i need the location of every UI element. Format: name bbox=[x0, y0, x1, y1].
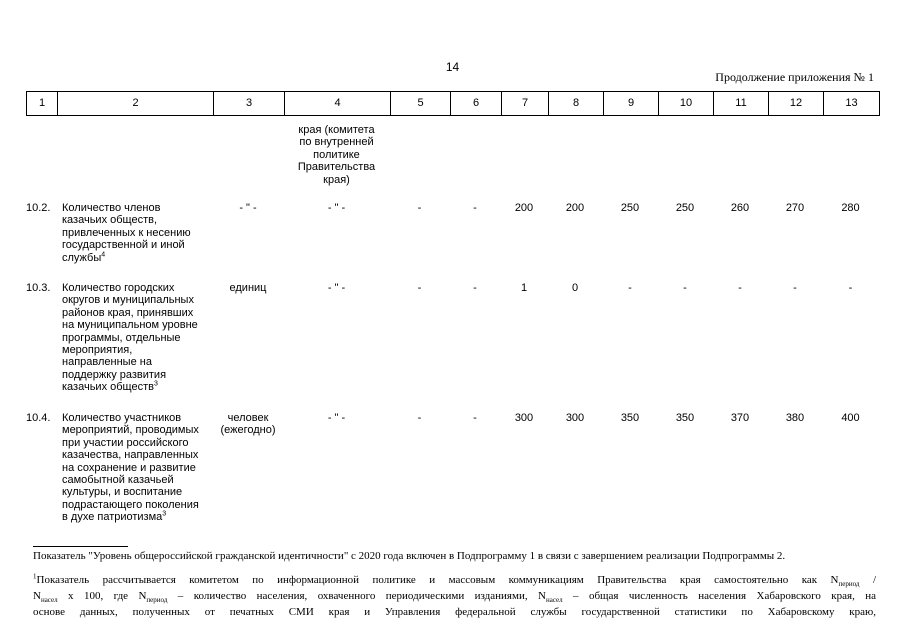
indicator-name: Количество городских округов и муниципальных районов края, принявших на муниципальном уровне программы, отдельные мероприятия, направленные на поддержку развития казачьих обществ$^3$ bbox=[62, 282, 198, 394]
value-col-11: 370 bbox=[730, 412, 750, 424]
value-col-10: 250 bbox=[675, 202, 695, 214]
header-cell: 9 bbox=[627, 97, 635, 109]
value-col-5: - bbox=[417, 412, 422, 424]
header-cell: 10 bbox=[679, 97, 693, 109]
row-number: 10.3. bbox=[26, 282, 51, 294]
value-col-7: 300 bbox=[514, 412, 534, 424]
header-cell: 12 bbox=[789, 97, 803, 109]
value-col-10: 350 bbox=[675, 412, 695, 424]
executor-cell: - " - bbox=[327, 412, 346, 424]
page-number: 14 bbox=[445, 60, 460, 74]
header-cell: 6 bbox=[472, 97, 480, 109]
value-col-12: 380 bbox=[785, 412, 805, 424]
value-col-11: 260 bbox=[730, 202, 750, 214]
value-col-13: 400 bbox=[841, 412, 860, 424]
value-col-6: - bbox=[473, 202, 477, 214]
value-col-8: 300 bbox=[565, 412, 585, 424]
value-col-6: - bbox=[473, 412, 477, 424]
indicator-name: Количество участников мероприятий, проводимых при участии российского казачества, направленных на сохранение и развитие самобытной казачьей культуры, и воспитание подрастающего поколения в духе патриотизма$^3$ bbox=[62, 412, 199, 524]
header-cell: 8 bbox=[572, 97, 580, 109]
value-col-5: - bbox=[417, 282, 422, 294]
value-col-9: 250 bbox=[620, 202, 640, 214]
footnote-ref: 4 bbox=[101, 250, 106, 258]
value-col-7: 1 bbox=[520, 282, 528, 294]
value-col-6: - bbox=[473, 282, 477, 294]
value-col-9: 350 bbox=[620, 412, 640, 424]
footnote-separator bbox=[33, 546, 128, 547]
footnote-mark: 1 bbox=[33, 572, 37, 581]
executor-cell: - " - bbox=[327, 202, 346, 214]
value-col-13: 280 bbox=[841, 202, 860, 214]
header-cell: 2 bbox=[132, 97, 139, 109]
value-col-8: 200 bbox=[565, 202, 585, 214]
value-col-12: - bbox=[793, 282, 797, 294]
header-cell: 4 bbox=[334, 97, 341, 109]
executor-cell: - " - bbox=[327, 282, 346, 294]
value-col-11: - bbox=[738, 282, 742, 294]
header-cell: 11 bbox=[735, 97, 747, 109]
footnote-1: Показатель "Уровень общероссийской гражданской идентичности" с 2020 года включен в Подпрограмму 1 в связи с завершением реализации Подпрограммы 2. bbox=[33, 550, 786, 562]
unit-cell: единиц bbox=[229, 282, 267, 294]
header-cell: 7 bbox=[521, 97, 529, 109]
table-header-row bbox=[26, 91, 880, 116]
value-col-12: 270 bbox=[785, 202, 805, 214]
header-cell: 3 bbox=[245, 97, 253, 109]
row-number: 10.2. bbox=[26, 202, 51, 214]
header-cell: 5 bbox=[417, 97, 424, 109]
carryover-executor-cell: края (комитета по внутренней политике Правительства края) bbox=[297, 124, 376, 186]
footnote-ref: 3 bbox=[153, 380, 158, 388]
row-number: 10.4. bbox=[26, 412, 51, 424]
header-cell: 13 bbox=[845, 97, 858, 109]
value-col-13: - bbox=[848, 282, 853, 294]
unit-cell: - " - bbox=[239, 202, 257, 214]
value-col-9: - bbox=[628, 282, 632, 294]
value-col-7: 200 bbox=[514, 202, 534, 214]
value-col-10: - bbox=[683, 282, 687, 294]
indicator-name: Количество членов казачьих обществ, привлеченных к несению государственной и иной службы$^4$ bbox=[62, 202, 191, 264]
unit-cell: человек (ежегодно) bbox=[220, 412, 276, 437]
continuation-label: Продолжение приложения № 1 bbox=[715, 70, 874, 84]
footnote-2: $^1$Показатель рассчитывается комитетом по информационной политике и массовым коммуникациям Правительства края самостоятельно как $N_{период}$ / $N_{насел}$ х 100, где $N_{период}$ – количество населения, охваченного периодическими изданиями, $N_{насел}$ – общая численность населения Хабаровского края, на основе данных, полученных от печатных СМИ края и Управления федеральной службы государственной статистики по Хабаровскому краю, bbox=[33, 572, 877, 619]
value-col-8: 0 bbox=[571, 282, 579, 294]
value-col-5: - bbox=[417, 202, 422, 214]
footnote-ref: 3 bbox=[162, 510, 167, 518]
header-cell: 1 bbox=[38, 97, 46, 109]
